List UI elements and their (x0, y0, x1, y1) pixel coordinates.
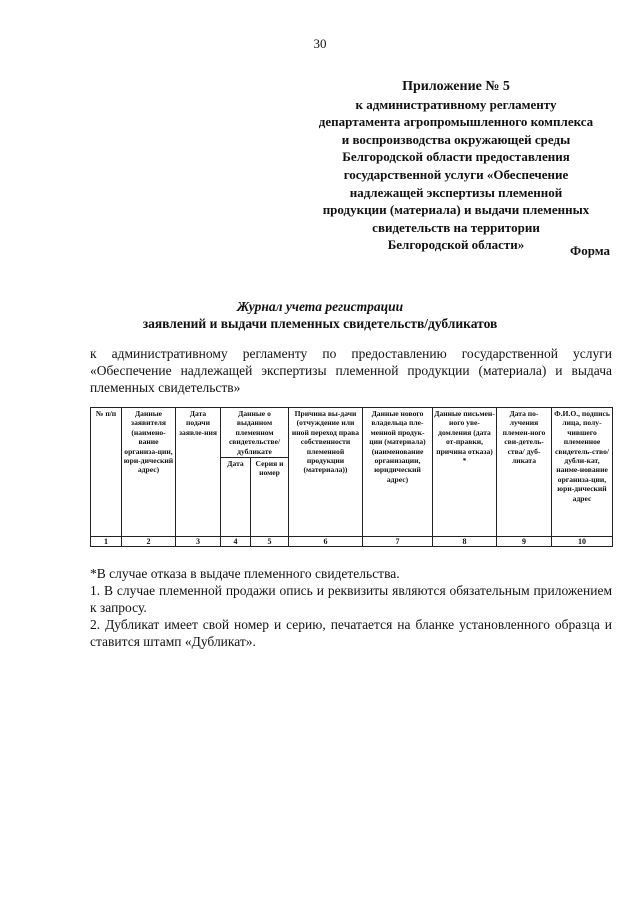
journal-title-line1: Журнал учета регистрации (236, 299, 404, 314)
annex-line: Белгородской области предоставления (342, 149, 570, 165)
annex-line: надлежащей экспертизы племенной (349, 184, 563, 200)
header-notification: Данные письмен-ного уве-домления (дата от-правки, причина отказа) * (433, 408, 497, 537)
column-number: 1 (91, 537, 122, 547)
annex-line: к административному регламенту (355, 96, 557, 112)
footnote: 1. В случае племенной продажи опись и реквизиты являются обязательным приложением к запросу. (90, 583, 612, 615)
annex-line: Белгородской области» (387, 237, 525, 253)
column-number: 2 (122, 537, 176, 547)
column-number: 10 (552, 537, 613, 547)
column-number: 6 (289, 537, 363, 547)
column-number: 9 (497, 537, 552, 547)
column-number: 7 (363, 537, 433, 547)
annex-title: Приложение № 5 (402, 79, 510, 94)
register-table (90, 407, 613, 547)
column-number: 4 (221, 537, 251, 547)
journal-title (0, 298, 640, 332)
table-row (91, 537, 613, 547)
footnote: *В случае отказа в выдаче племенного свидетельства. (90, 566, 400, 581)
column-number: 5 (251, 537, 289, 547)
annex-header (300, 78, 612, 254)
header-applicant: Данные заявителя (наимено-вание организа-ции, юри-дический адрес) (122, 408, 176, 537)
header-number: № п/п (91, 408, 122, 537)
header-issue-date: Дата (221, 458, 251, 537)
annex-line: государственной услуги «Обеспечение (343, 166, 569, 182)
footnotes (90, 565, 612, 650)
header-issued-certificate: Данные о выданном племенном свидетельстве/ дубликате (221, 408, 289, 458)
annex-line: продукции (материала) и выдачи племенных (322, 202, 590, 218)
annex-line: и воспроизводства окружающей среды (341, 131, 571, 147)
header-recipient: Ф.И.О., подпись лица, полу-чившего племенное свидетель-ство/ дубли-кат, наиме-нование организа-ции, юри-дический адрес (552, 408, 613, 537)
footnote: 2. Дубликат имеет свой номер и серию, печатается на бланке установленного образца и ставится штамп «Дубликат». (90, 617, 612, 649)
annex-line: департамента агропромышленного комплекса (318, 114, 594, 130)
intro-paragraph: к административному регламенту по предоставлению государственной услуги «Обеспечение надлежащей экспертизы племенной продукции (материала) и выдача племенных свидетельств» (90, 346, 612, 395)
header-reason: Причина вы-дачи (отчуждение или иной переход права собственности племенной продукции (материала)) (289, 408, 363, 537)
column-number: 3 (176, 537, 221, 547)
header-receipt-date: Дата по-лучения племен-ного сви-детель-ства/ дуб-ликата (497, 408, 552, 537)
column-number: 8 (433, 537, 497, 547)
journal-title-line2: заявлений и выдачи племенных свидетельств/дубликатов (142, 316, 498, 331)
page-number: 30 (313, 36, 327, 51)
header-new-owner: Данные нового владельца пле-менной продук-ции (материала) (наименование организации, юридический адрес) (363, 408, 433, 537)
header-application-date: Дата подачи заявле-ния (176, 408, 221, 537)
header-series-number: Серия и номер (251, 458, 289, 537)
form-label: Форма (570, 243, 610, 258)
annex-line: свидетельств на территории (372, 219, 540, 235)
